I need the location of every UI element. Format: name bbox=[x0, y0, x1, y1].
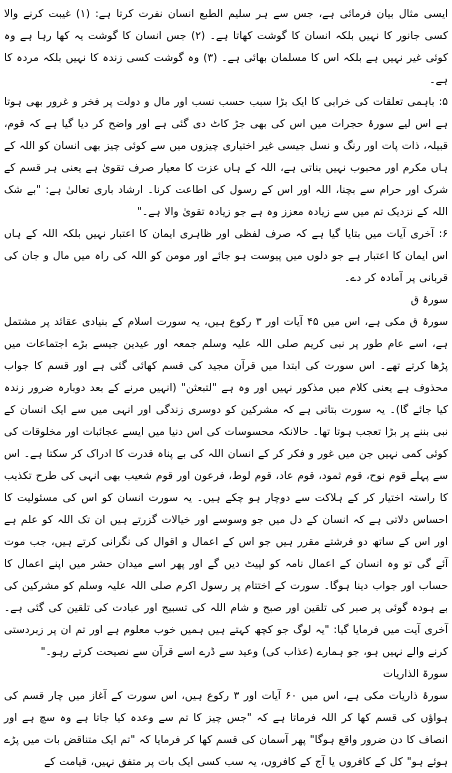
paragraph-gheebat-example: ایسی مثال بیان فرمائی ہے، جس سے ہر سلیم الطبع انسان نفرت کرتا ہے: (۱) غیبت کرنے والا کسی جانور کا نہیں بلکہ انسان کا گوشت کھاتا ہے۔ (۲) جس انسان کا گوشت یہ کھا رہا ہے وہ کوئی غیر نہیں ہے بلکہ اس کا مسلمان بھائی ہے۔ (۳) وہ گوشت کسی زندہ کا نہیں بلکہ مردہ کا ہے۔ bbox=[4, 8, 449, 86]
section-heading-surah-qaf: سورۂ ق bbox=[410, 294, 448, 306]
section-heading-surah-dhariyat: سورۃ الذاریات bbox=[383, 668, 448, 680]
paragraph-surah-dhariyat: سورۂ ذاریات مکی ہے، اس میں ۶۰ آیات اور ۳ رکوع ہیں، اس سورت کے آغاز میں چار قسم کی ہواؤں کی قسم کھا کر اللہ فرماتا ہے کہ "جس چیز کا تم سے وعدہ کیا جاتا ہے وہ سچ ہے اور انصاف کا دن ضرور واقع ہوگا" پھر آسمان کی قسم کھا کر فرمایا کہ "تم ایک متناقض بات میں پڑے ہوئے ہو" کل کے کافروں یا آج کے کافروں، یہ سب کسی ایک بات پر متفق نہیں، قیامت کے bbox=[4, 690, 449, 768]
paragraph-point-5: ۵: باہمی تعلقات کی خرابی کا ایک بڑا سبب حسب نسب اور مال و دولت پر فخر و غرور بھی ہوتا ہے اس لیے سورۂ حجرات میں اس کی بھی جڑ کاٹ دی گئی ہے اور واضح کر دیا گیا ہے کہ قوم، قبیلہ، ذات پات اور رنگ و نسل جیسی غیر اختیاری چیزوں میں سے کوئی چیز بھی انسان کو اللہ کے ہاں مکرم اور محبوب نہیں بناتی ہے، اللہ کے ہاں عزت کا معیار صرف تقویٰ ہے یعنی ہر قسم کے شرک اور حرام سے بچنا، اللہ اور اس کے رسول کی اطاعت کرنا۔ ارشاد باری تعالیٰ ہے: "بے شک اللہ کے نزدیک تم میں سے زیادہ معزز وہ ہے جو زیادہ تقویٰ والا ہے۔" bbox=[4, 96, 448, 218]
paragraph-point-6: ۶: آخری آیات میں بتایا گیا ہے کہ صرف لفظی اور ظاہری ایمان کا اعتبار نہیں بلکہ اللہ کے ہاں اس ایمان کا اعتبار ہے جو دلوں میں پیوست ہو جائے اور مومن کو اللہ کی راہ میں مال و جان کی قربانی پر آمادہ کر دے۔ bbox=[4, 228, 448, 284]
paragraph-surah-qaf: سورۂ ق مکی ہے، اس میں ۴۵ آیات اور ۳ رکوع ہیں، یہ سورت اسلام کے بنیادی عقائد پر مشتمل ہے، اسے عام طور پر نبی کریم صلی اللہ علیہ وسلم جمعہ اور عیدین جیسے بڑے اجتماعات میں پڑھا کرتے تھے۔ اس سورت کی ابتدا میں قرآن مجید کی قسم کھائی گئی ہے اور قسم کا جواب محذوف ہے یعنی کلام میں مذکور نہیں اور وہ ہے "لتبعثن" (انہیں مرنے کے بعد دوبارہ ضرور زندہ کیا جائے گا)۔ یہ سورت بتاتی ہے کہ مشرکین کو دوسری زندگی اور انہی میں سے ایک انسان کے نبی بننے پر بڑا تعجب ہوتا تھا۔ حالانکہ محسوسات کی اس دنیا میں ایسے عجائبات اور مخلوقات کی کوئی کمی نہیں جن میں غور و فکر کر کے انسان اللہ کی بے پناہ قدرت کا ادراک کر سکتا ہے۔ اس سے پہلے قوم نوح، قوم ثمود، قوم عاد، قوم لوط، فرعون اور قوم شعیب بھی انہی کی طرح تکذیب کا راستہ اختیار کر کے ہلاکت سے دوچار ہو چکے ہیں۔ یہ سورت انسان کو اس کی مسئولیت کا احساس دلاتی ہے کہ انسان کے دل میں جو وسوسے اور خیالات گزرتے ہیں ان تک اللہ کو علم ہے اور اس کے ساتھ دو فرشتے مقرر ہیں جو اس کے اعمال و اقوال کی نگرانی کرتے ہیں، جب موت آئے گی تو وہ انسان کے اعمال نامہ کو لپیٹ دیں گے اور پھر اسے میدان حشر میں اپنے اعمال کا حساب اور جواب دینا ہوگا۔ سورت کے اختتام پر رسول اکرم صلی اللہ علیہ وسلم کو مشرکین کی بے ہودہ گوئی پر صبر کی تلقین اور صبح و شام اللہ کی تسبیح اور عبادت کی تلقین کی گئی ہے۔ آخری آیت میں فرمایا گیا: "یہ لوگ جو کچھ کہتے ہیں ہمیں خوب معلوم ہے اور تم ان پر زبردستی کرنے والے نہیں ہو، جو ہمارے (عذاب کی) وعید سے ڈرے اسے قرآن سے نصیحت کرتے رہو۔" bbox=[4, 316, 448, 658]
